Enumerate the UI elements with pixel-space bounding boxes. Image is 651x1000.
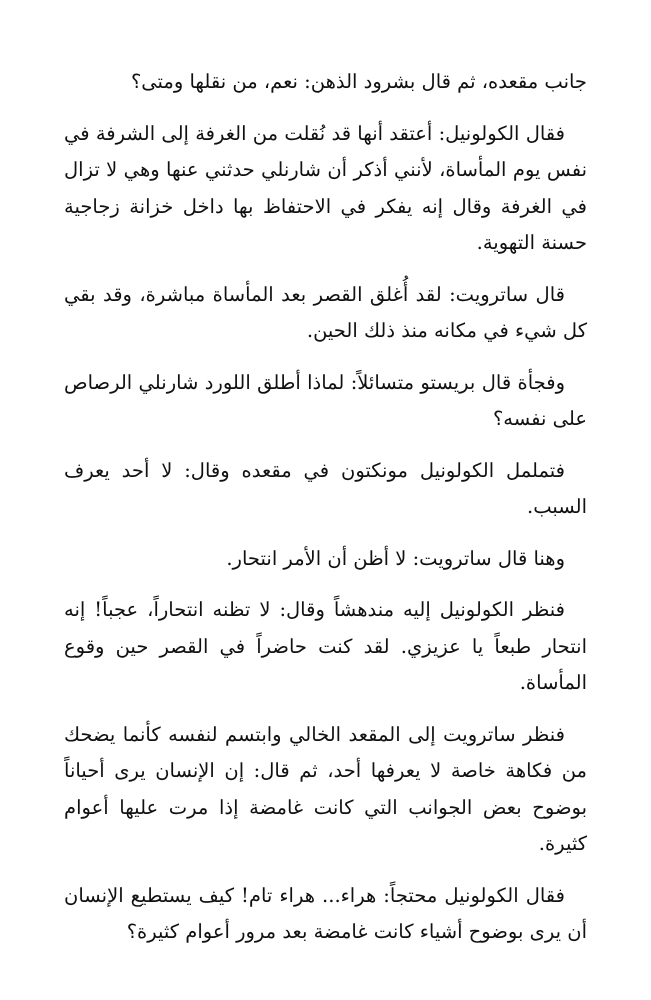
paragraph-7: فنظر الكولونيل إليه مندهشاً وقال: لا تظنه انتحاراً، عجباً! إنه انتحار طبعاً يا عزيزي. لقد كنت حاضراً في القصر حين وقوع المأساة. <box>64 598 587 694</box>
paragraph-4: وفجأة قال بريستو متسائلاً: لماذا أطلق اللورد شارنلي الرصاص على نفسه؟ <box>64 370 587 430</box>
paragraph-1: جانب مقعده، ثم قال بشرود الذهن: نعم، من نقلها ومتى؟ <box>130 70 587 93</box>
paragraph-9: فقال الكولونيل محتجاً: هراء... هراء تام! كيف يستطيع الإنسان أن يرى بوضوح أشياء كانت غامضة بعد مرور أعوام كثيرة؟ <box>64 883 587 943</box>
paragraph-3: قال ساترويت: لقد أُغلق القصر بعد المأساة مباشرة، وقد بقي كل شيء في مكانه منذ ذلك الحين. <box>64 282 587 342</box>
body-text <box>64 64 587 966</box>
paragraph-5: فتململ الكولونيل مونكتون في مقعده وقال: لا أحد يعرف السبب. <box>64 458 587 518</box>
paragraph-2: فقال الكولونيل: أعتقد أنها قد نُقلت من الغرفة إلى الشرفة في نفس يوم المأساة، لأنني أذكر أن شارنلي حدثني عنها وهي لا تزال في الغرفة وقال إنه يفكر في الاحتفاظ بها داخل خزانة زجاجية حسنة التهوية. <box>64 121 587 254</box>
paragraph-8: فنظر ساترويت إلى المقعد الخالي وابتسم لنفسه كأنما يضحك من فكاهة خاصة لا يعرفها أحد، ثم قال: إن الإنسان يرى أحياناً بوضوح بعض الجوانب التي كانت غامضة إذا مرت عليها أعوام كثيرة. <box>64 722 587 855</box>
paragraph-6: وهنا قال ساترويت: لا أظن أن الأمر انتحار. <box>226 546 565 570</box>
